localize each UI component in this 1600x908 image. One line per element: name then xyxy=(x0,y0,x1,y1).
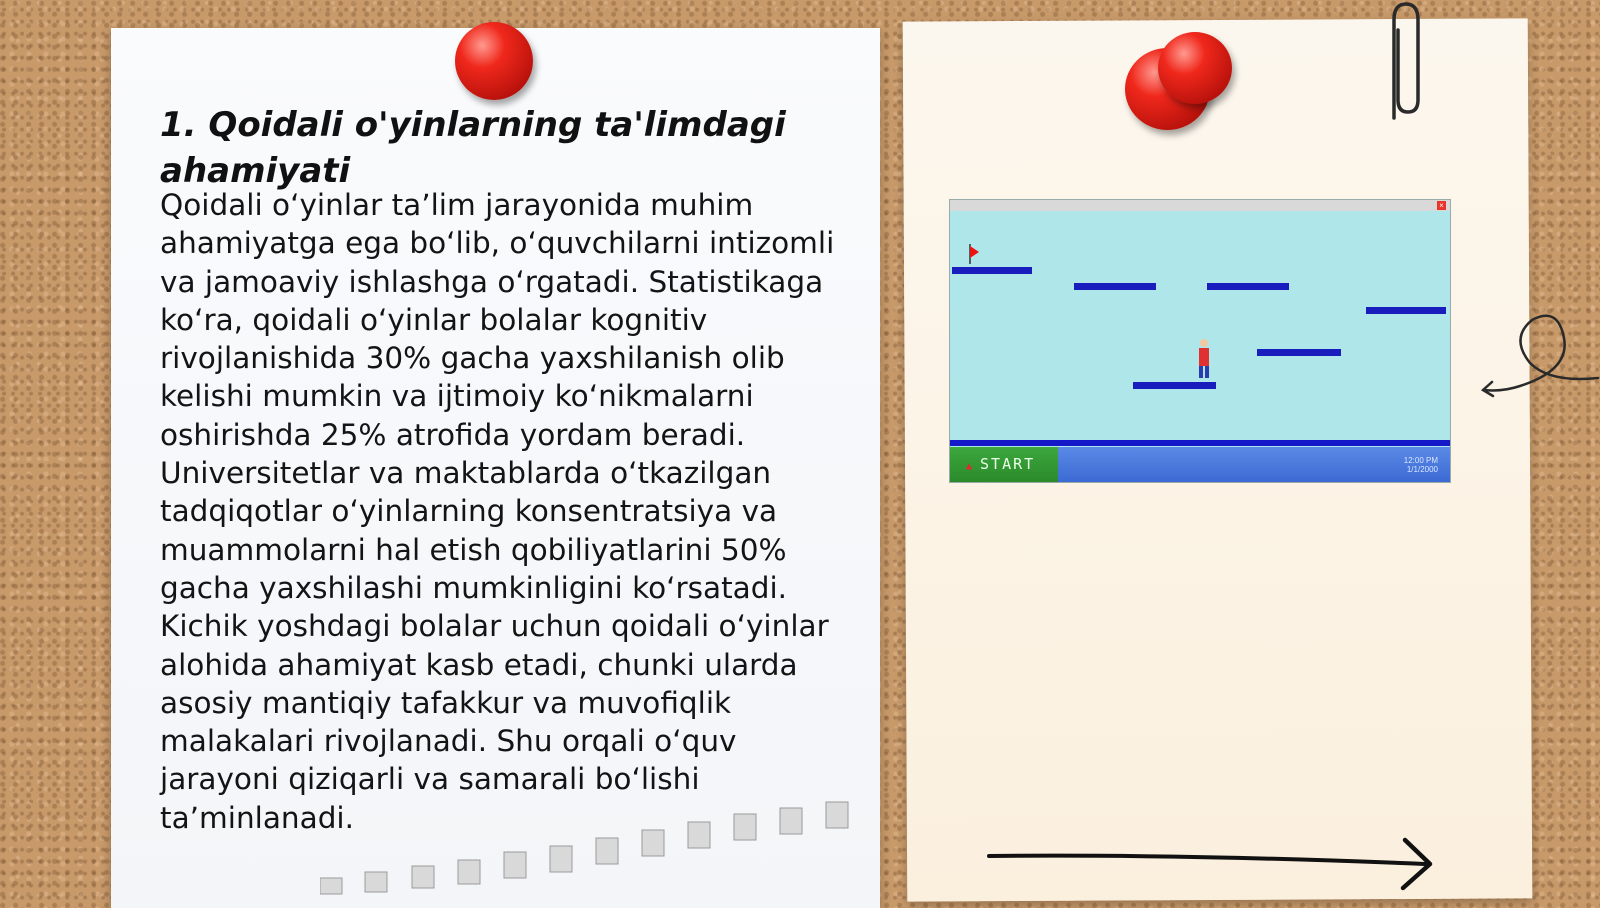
red-flag-icon xyxy=(968,244,980,264)
game-floor xyxy=(950,440,1450,446)
start-label: START xyxy=(980,455,1036,473)
game-titlebar xyxy=(950,200,1450,211)
platform xyxy=(1207,283,1289,290)
platform xyxy=(1257,349,1341,356)
red-pushpin-icon xyxy=(1158,32,1232,104)
curly-arrow-icon xyxy=(1480,308,1600,408)
clock-time: 12:00 PM xyxy=(1403,456,1438,465)
red-pushpin-icon xyxy=(455,22,533,100)
player-character-icon xyxy=(1196,338,1212,382)
flag-icon: ▲ xyxy=(966,461,975,472)
platform xyxy=(1074,283,1156,290)
arrow-right-icon xyxy=(985,832,1445,892)
clock-date: 1/1/2000 xyxy=(1406,465,1438,474)
platform xyxy=(1366,307,1446,314)
start-button[interactable] xyxy=(950,447,1058,482)
paperclip-icon xyxy=(1380,0,1430,130)
game-screenshot xyxy=(950,200,1450,482)
slide-body-text: Qoidali o‘yinlar ta’lim jarayonida muhim ahamiyatga ega bo‘lib, o‘quvchilarni intizomli va jamoaviy ishlashga o‘rgatadi. Statistikaga ko‘ra, qoidali o‘yinlar bolalar kognitiv rivojlanishida 30% gacha yaxshilanish olib kelishi mumkin va ijtimoiy ko‘nikmalarni oshirishda 25% atrofida yordam beradi. Universitetlar va maktablarda o‘tkazilgan tadqiqotlar o‘yinlarning konsentratsiya va muammolarni hal etish qobiliyatlarini 50% gacha yaxshilashi mumkinligini ko‘rsatadi. Kichik yoshdagi bolalar uchun qoidali o‘yinlar alohida ahamiyat kasb etadi, chunki ularda asosiy mantiqiy tafakkur va muvofiqlik malakalari rivojlanadi. Shu orqali o‘quv jarayoni qiziqarli va samarali bo‘lishi ta’minlanadi. xyxy=(160,188,835,835)
game-taskbar xyxy=(950,447,1450,482)
close-icon[interactable]: × xyxy=(1437,201,1446,210)
slide-title: 1. Qoidali o'yinlarning ta'limdagi ahamiyati xyxy=(160,105,786,191)
taskbar-clock xyxy=(1404,456,1438,474)
platform xyxy=(1133,382,1216,389)
platform xyxy=(952,267,1032,274)
